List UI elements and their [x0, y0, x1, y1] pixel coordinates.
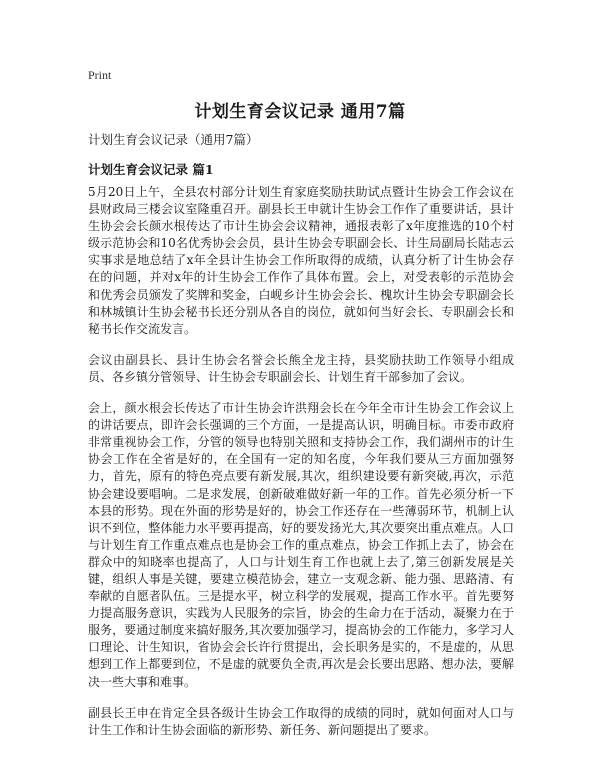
section-title: 计划生育会议记录 篇1 [88, 162, 214, 177]
paragraph-3: 会上，颜水根会长传达了市计生协会许洪翔会长在今年全市计生协会工作会议上的讲话要点，即许会长强调的三个方面，一是提高认识，明确目标。市委市政府非常重视协会工作，分管的领导也特别关照和支持协会工作，我们湖州市的计生协会工作在全省是好的，在全国有一定的知名度，今年我们要从三方面加强努力，首先，原有的特色亮点要有新发展,其次，组织建设要有新突破,再次，示范协会建设要唱响。二是求发展，创新破难做好新一年的工作。首先必须分析一下本县的形势。现在外面的形势是好的，协会工作还存在一些薄弱环节，机制上认识不到位，整体能力水平要再提高，好的要发扬光大,其次要突出重点难点。人口与计划生育工作重点难点也是协会工作的重点难点，协会工作抓上去了，协会在群众中的知晓率也提高了，人口与计划生育工作也就上去了,第三创新发展是关键，组织人事是关键，要建立模范协会，建立一支观念新、能力强、思路清、有奉献的自愿者队伍。三是提水平，树立科学的发展观，提高工作水平。首先要努力提高服务意识，实践为人民服务的宗旨，协会的生命力在于活动，凝聚力在于服务，要通过制度来搞好服务,其次要加强学习，提高协会的工作能力，多学习人口理论、计生知识，省协会会长许行贯提出，会长职务是实的，不是虚的，从思想到工作上都要到位，不是虚的就要负全责,再次是会长要出思路、想办法，要解决一些大事和难事。 [88, 401, 514, 689]
document-title: 计划生育会议记录 通用7篇 [194, 102, 406, 122]
paragraph-2: 会议由副县长、县计生协会名誉会长熊全龙主持，县奖励扶助工作领导小组成员、各乡镇分管领导、计生协会专职副会长、计划生育干部参加了会议。 [88, 352, 514, 384]
paragraph-1: 5月20日上午，全县农村部分计划生育家庭奖励扶助试点暨计生协会工作会议在县财政局三楼会议室隆重召开。副县长王申就计生协会工作作了重要讲话，县计生协会会长颜水根传达了市计生协会会议精神，通报表彰了x年度推选的10个村级示范协会和10名优秀协会会员，县计生协会专职副会长、计生局副局长陆志云实事求是地总结了x年全县计生协会工作所取得的成绩，认真分析了计生协会存在的问题，并对x年的计生协会工作作了具体布置。会上，对受表彰的示范协会和优秀会员颁发了奖牌和奖金，白岘乡计生协会会长、槐坎计生协会专职副会长和林城镇计生协会秘书长还分别从各自的岗位，就如何当好会长、专职副会长和秘书长作交流发言。 [88, 185, 514, 336]
document-subtitle: 计划生育会议记录（通用7篇） [88, 132, 259, 147]
article-body [88, 184, 514, 753]
print-link[interactable]: Print [88, 68, 112, 82]
paragraph-4: 副县长王申在肯定全县各级计生协会工作取得的成绩的同时，就如何面对人口与计生工作和计生协会面临的新形势、新任务、新问题提出了要求。 [88, 705, 514, 737]
